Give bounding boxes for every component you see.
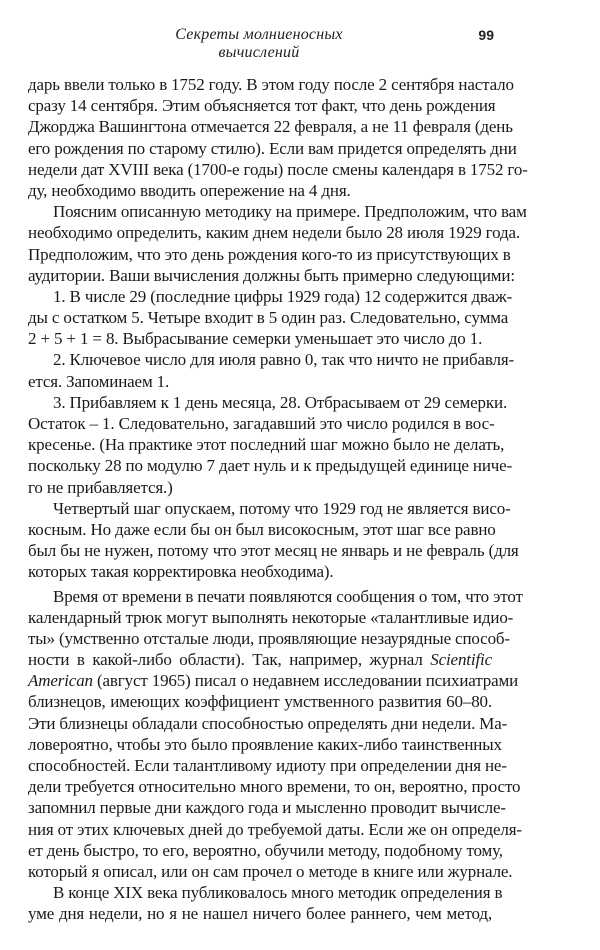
- text-line: [28, 116, 513, 137]
- text-segment: ловероятно, чтобы это было проявление каких-либо таинственных: [28, 734, 502, 754]
- text-segment: ет день быстро, то его, вероятно, обучили методу, подобному тому,: [28, 840, 503, 860]
- text-segment: Остаток – 1. Следовательно, загадавший это число родился в вос-: [28, 414, 495, 433]
- text-line: [28, 797, 506, 818]
- text-line: [28, 607, 514, 628]
- text-line: [28, 455, 513, 476]
- text-segment: Эти близнецы обладали способностью определять дни недели. Ма-: [28, 713, 508, 733]
- text-segment: необходимо определить, каким днем недели было 28 июля 1929 года.: [28, 223, 520, 243]
- text-segment: которых такая корректировка необходима).: [28, 562, 334, 582]
- text-segment: ется. Запоминаем 1.: [28, 371, 170, 391]
- italic-text: Scientific: [430, 650, 492, 670]
- text-line: [28, 649, 492, 670]
- text-segment: ду, необходимо вводить опережение на 4 дня.: [28, 180, 351, 200]
- text-segment: 2. Ключевое число для июля равно 0, так что ничто не прибавля-: [53, 350, 515, 370]
- text-line: [28, 265, 515, 286]
- text-line: [28, 903, 492, 924]
- text-segment: кресенье. (На практике этот последний шаг можно было не делать,: [28, 435, 505, 455]
- text-line: [28, 222, 520, 243]
- body-text: [28, 74, 528, 925]
- text-segment: запомнил первые дни каждого года и мысленно проводит вычисле-: [28, 798, 506, 818]
- text-segment: 2 + 5 + 1 = 8. Выбрасывание семерки уменьшает это число до 1.: [28, 329, 483, 349]
- text-segment: Время от времени в печати появляются сообщения о том, что этот: [53, 586, 523, 606]
- text-line: [28, 561, 492, 582]
- text-line: [28, 713, 508, 734]
- text-segment: который я описал, или он сам прочел о методе в книге или журнале.: [28, 861, 513, 881]
- text-segment: Поясним описанную методику на примере. Предположим, что вам: [53, 202, 527, 222]
- text-segment: го не прибавляется.): [28, 477, 173, 497]
- text-segment: аудитории. Ваши вычисления должны быть примерно следующими:: [28, 265, 515, 285]
- text-segment: Джорджа Вашингтона отмечается 22 февраля, а не 11 февраля (день: [28, 117, 513, 137]
- text-line: [28, 586, 523, 607]
- text-segment: 3. Прибавляем к 1 день месяца, 28. Отбрасываем от 29 семерки.: [53, 392, 508, 412]
- text-segment: уме дня недели, но я не нашел ничего более раннего, чем метод,: [28, 904, 492, 924]
- text-line: [28, 861, 513, 882]
- text-segment: Предположим, что это день рождения кого-то из присутствующих в: [28, 244, 511, 264]
- text-segment: (август 1965) писал о недавнем исследовании психиатрами: [92, 671, 519, 691]
- text-segment: дели требуется относительно много времени, то он, вероятно, просто: [28, 777, 521, 797]
- text-line: [28, 477, 492, 498]
- text-line: [28, 498, 511, 519]
- text-line: [28, 95, 496, 116]
- text-line: [28, 434, 505, 455]
- text-segment: ния от этих ключевых дней до требуемой даты. Если же он определя-: [28, 819, 522, 839]
- text-segment: его рождения по старому стилю). Если вам придется определять дни: [28, 138, 517, 158]
- text-line: [28, 244, 511, 265]
- text-segment: был бы не нужен, потому что этот месяц не январь и не февраль (для: [28, 541, 519, 561]
- text-line: [28, 540, 519, 561]
- text-line: [28, 74, 514, 95]
- text-line: [28, 840, 503, 861]
- text-line: [28, 882, 503, 903]
- text-line: [28, 413, 495, 434]
- running-header: [0, 26, 600, 61]
- text-segment: календарный трюк могут выполнять некоторые «талантливые идио-: [28, 607, 514, 627]
- text-segment: дарь ввели только в 1752 году. В этом году после 2 сентября настало: [28, 75, 514, 94]
- text-line: [28, 180, 492, 201]
- text-line: [28, 755, 507, 776]
- text-line: [28, 201, 527, 222]
- text-segment: ты» (умственно отсталые люди, проявляющие незаурядные способ-: [28, 628, 510, 648]
- text-line: [28, 670, 519, 691]
- running-title: Секреты молниеносных вычислений: [175, 26, 343, 61]
- text-line: [28, 691, 492, 712]
- text-line: [28, 138, 517, 159]
- text-segment: близнецов, имеющих коэффициент умственного развития 60–80.: [28, 692, 492, 712]
- text-line: [28, 159, 528, 180]
- text-segment: косным. Но даже если бы он был високосным, этот шаг все равно: [28, 519, 496, 539]
- text-line: [28, 819, 522, 840]
- page-number: 99: [478, 27, 494, 43]
- text-line: [28, 734, 502, 755]
- text-segment: ды с остатком 5. Четыре входит в 5 один раз. Следовательно, сумма: [28, 308, 509, 328]
- text-line: [28, 371, 492, 392]
- italic-text: American: [28, 671, 93, 691]
- text-segment: недели дат XVIII века (1700-е годы) после смены календаря в 1752 го-: [28, 159, 528, 179]
- text-segment: способностей. Если талантливому идиоту при определении дня не-: [28, 756, 507, 775]
- text-line: [28, 307, 509, 328]
- text-segment: 1. В числе 29 (последние цифры 1929 года) 12 содержится дваж-: [53, 286, 513, 306]
- text-line: [28, 349, 515, 370]
- text-segment: поскольку 28 по модулю 7 дает нуль и к предыдущей единице ниче-: [28, 456, 513, 476]
- text-segment: В конце XIX века публиковалось много методик определения в: [53, 883, 503, 903]
- text-line: [28, 519, 496, 540]
- text-segment: ности в какой-либо области). Так, например, журнал: [28, 650, 431, 670]
- text-line: [28, 392, 508, 413]
- text-line: [28, 628, 510, 649]
- text-segment: сразу 14 сентября. Этим объясняется тот факт, что день рождения: [28, 96, 496, 116]
- text-segment: Четвертый шаг опускаем, потому что 1929 год не является висо-: [53, 498, 511, 518]
- text-line: [28, 286, 513, 307]
- text-line: [28, 776, 521, 797]
- text-line: [28, 328, 492, 349]
